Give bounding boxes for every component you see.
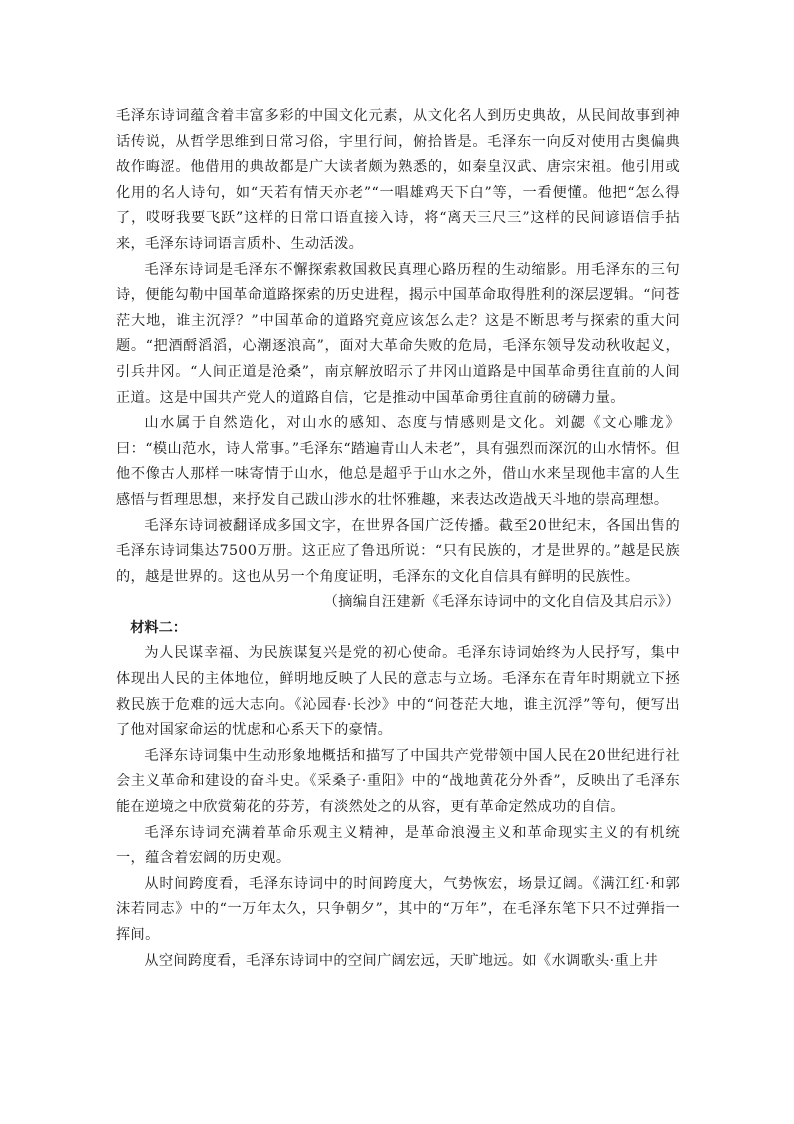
paragraph-2: 毛泽东诗词是毛泽东不懈探索救国救民真理心路历程的生动缩影。用毛泽东的三句诗，便能勾勒中国革命道路探索的历史进程，揭示中国革命取得胜利的深层逻辑。“问苍茫大地，谁主沉浮？”中国革命的道路究竟应该怎么走？这是不断思考与探索的重大问题。“把酒酹滔滔，心潮逐浪高”，面对大革命失败的危局，毛泽东领导发动秋收起义，引兵井冈。“人间正道是沧桑”，南京解放昭示了井冈山道路是中国革命勇往直前的人间正道。这是中国共产党人的道路自信，它是推动中国革命勇往直前的磅礴力量。 (116, 261, 680, 406)
paragraph-7: 毛泽东诗词充满着革命乐观主义精神，是革命浪漫主义和革命现实主义的有机统一，蕴含着宏阔的历史观。 (116, 824, 680, 867)
paragraph-3: 山水属于自然造化，对山水的感知、态度与情感则是文化。刘勰《文心雕龙》曰：“模山范水，诗人常事。”毛泽东“踏遍青山人未老”，具有强烈而深沉的山水情怀。但他不像古人那样一味寄情于山水，他总是超乎于山水之外，借山水来呈现他丰富的人生感悟与哲理思想，来抒发自己跋山涉水的壮怀雅趣，来表达改造战天斗地的崇高理想。 (116, 415, 680, 508)
paragraph-1: 毛泽东诗词蕴含着丰富多彩的中国文化元素，从文化名人到历史典故，从民间故事到神话传说，从哲学思维到日常习俗，宇里行间，俯拾皆是。毛泽东一向反对使用古奥偏典故作晦涩。他借用的典故都是广大读者颇为熟悉的，如秦皇汉武、唐宗宋祖。他引用或化用的名人诗句，如“天若有情天亦老”“一唱雄鸡天下白”等，一看便懂。他把“怎么得了，哎呀我要飞跃”这样的日常口语直接入诗，将“离天三尺三”这样的民间谚语信手拈来，毛泽东诗词语言质朴、生动活泼。 (116, 108, 680, 252)
paragraph-8: 从时间跨度看，毛泽东诗词中的时间跨度大，气势恢宏，场景辽阔。《满江红·和郭沫若同志》中的“一万年太久，只争朝夕”，其中的“万年”，在毛泽东笔下只不过弹指一挥间。 (116, 875, 680, 943)
paragraph-4: 毛泽东诗词被翻译成多国文字，在世界各国广泛传播。截至20世纪末，各国出售的毛泽东诗词集达7500万册。这正应了鲁迅所说：“只有民族的，才是世界的。”越是民族的，越是世界的。这也从另一个角度证明，毛泽东的文化自信具有鲜明的民族性。 (116, 517, 680, 585)
source-citation: （摘编自汪建新《毛泽东诗词中的文化自信及其启示》） (323, 594, 680, 611)
paragraph-5: 为人民谋幸福、为民族谋复兴是党的初心使命。毛泽东诗词始终为人民抒写，集中体现出人民的主体地位，鲜明地反映了人民的意志与立场。毛泽东在青年时期就立下拯救民族于危难的远大志向。《沁园春·长沙》中的“问苍茫大地，谁主沉浮”等句，便写出了他对国家命运的忧虑和心系天下的豪情。 (116, 645, 680, 739)
section-heading-material-2: 材料二： (130, 619, 187, 636)
paragraph-6: 毛泽东诗词集中生动形象地概括和描写了中国共产党带领中国人民在20世纪进行社会主义革命和建设的奋斗史。《采桑子·重阳》中的“战地黄花分外香”，反映出了毛泽东能在逆境之中欣赏菊花的芬芳，有淡然处之的从容，更有革命定然成功的自信。 (116, 747, 680, 816)
paragraph-9: 从空间跨度看，毛泽东诗词中的空间广阔宏远，天旷地远。如《水调歌头·重上井 (144, 952, 659, 969)
